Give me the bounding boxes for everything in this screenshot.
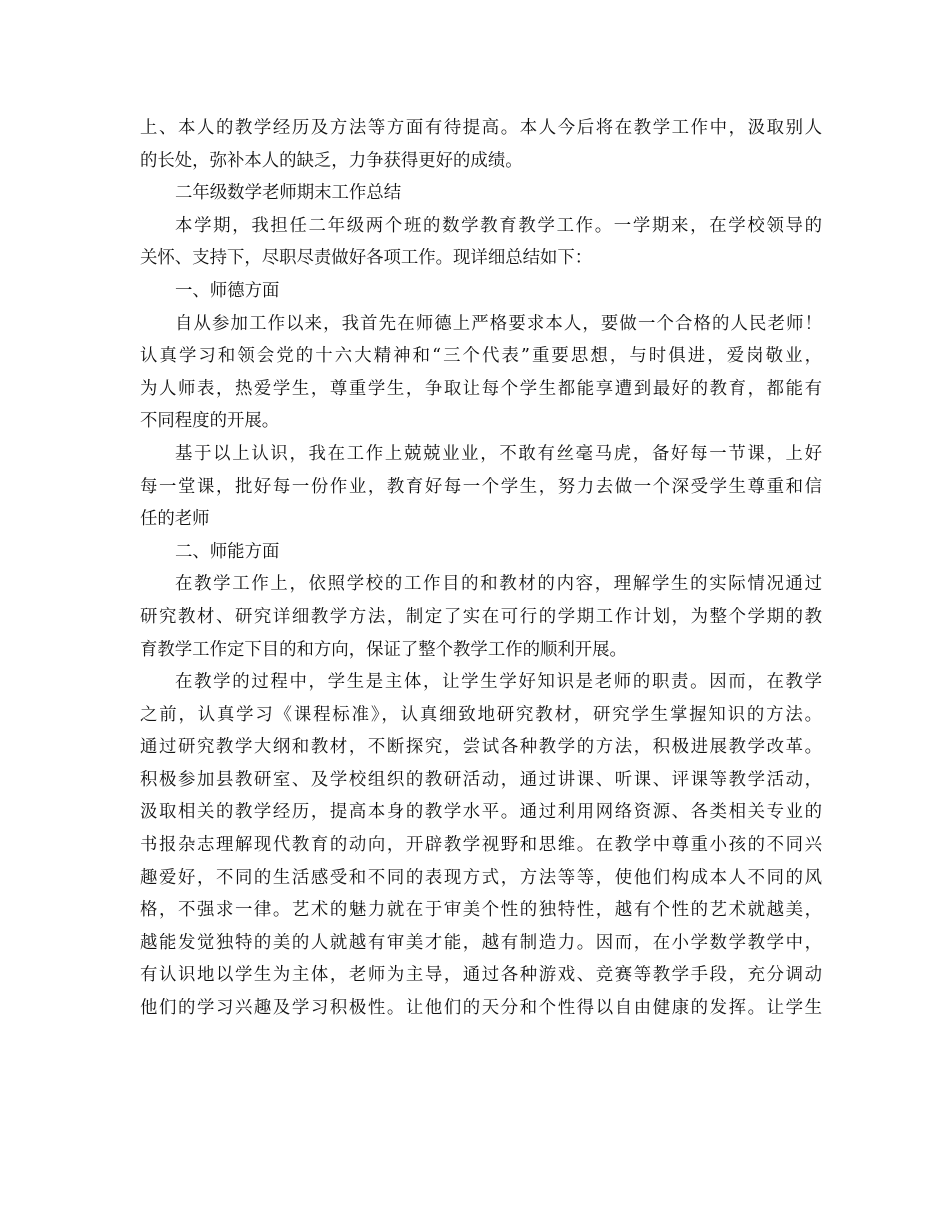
text-line: 有认识地以学生为主体，老师为主导，通过各种游戏、竞赛等教学手段，充分调动 bbox=[140, 965, 822, 986]
text-line: 育教学工作定下目的和方向，保证了整个教学工作的顺利开展。 bbox=[140, 639, 627, 660]
text-line: 自从参加工作以来，我首先在师德上严格要求本人，要做一个合格的人民老师！ bbox=[175, 313, 822, 334]
text-line: 一、师德方面 bbox=[175, 280, 280, 301]
text-line: 上、本人的教学经历及方法等方面有待提高。本人今后将在教学工作中，汲取别人 bbox=[140, 118, 822, 138]
text-line: 为人师表，热爱学生，尊重学生，争取让每个学生都能享遭到最好的教育，都能有 bbox=[140, 378, 822, 399]
text-line: 本学期，我担任二年级两个班的数学教育教学工作。一学期来，在学校领导的 bbox=[175, 215, 822, 236]
text-line: 汲取相关的教学经历，提高本身的教学水平。通过利用网络资源、各类相关专业的 bbox=[140, 802, 822, 823]
text-line: 的长处，弥补本人的缺乏，力争获得更好的成绩。 bbox=[140, 150, 523, 171]
text-line: 在教学工作上，依照学校的工作目的和教材的内容，理解学生的实际情况通过 bbox=[175, 574, 822, 595]
text-line: 积极参加县教研室、及学校组织的教研活动，通过讲课、听课、评课等教学活动， bbox=[140, 769, 822, 790]
text-line: 不同程度的开展。 bbox=[140, 411, 280, 432]
text-line: 之前，认真学习《课程标准》，认真细致地研究教材，研究学生掌握知识的方法。 bbox=[140, 704, 822, 725]
text-line: 他们的学习兴趣及学习积极性。让他们的天分和个性得以自由健康的发挥。让学生 bbox=[140, 998, 822, 1019]
text-line: 认真学习和领会党的十六大精神和“三个代表”重要思想，与时俱进，爱岗敬业， bbox=[140, 346, 822, 367]
text-line: 二、师能方面 bbox=[175, 541, 280, 562]
text-line: 关怀、支持下，尽职尽责做好各项工作。现详细总结如下： bbox=[140, 248, 593, 269]
text-line: 基于以上认识，我在工作上兢兢业业，不敢有丝毫马虎，备好每一节课，上好 bbox=[175, 443, 822, 464]
document-body bbox=[140, 112, 822, 1025]
text-line: 越能发觉独特的美的人就越有审美才能，越有制造力。因而，在小学数学教学中， bbox=[140, 932, 822, 953]
text-line: 研究教材、研究详细教学方法，制定了实在可行的学期工作计划，为整个学期的教 bbox=[140, 606, 822, 627]
text-line: 每一堂课，批好每一份作业，教育好每一个学生，努力去做一个深受学生尊重和信 bbox=[140, 476, 822, 497]
text-line: 通过研究教学大纲和教材，不断探究，尝试各种教学的方法，积极进展教学改革。 bbox=[140, 737, 822, 758]
text-line: 在教学的过程中，学生是主体，让学生学好知识是老师的职责。因而，在教学 bbox=[175, 672, 822, 693]
text-line: 格，不强求一律。艺术的魅力就在于审美个性的独特性，越有个性的艺术就越美， bbox=[140, 900, 822, 921]
text-line: 书报杂志理解现代教育的动向，开辟教学视野和思维。在教学中尊重小孩的不同兴 bbox=[140, 835, 822, 856]
text-line: 任的老师 bbox=[140, 509, 210, 530]
text-line: 二年级数学老师期末工作总结 bbox=[175, 183, 402, 204]
text-line: 趣爱好，不同的生活感受和不同的表现方式，方法等等，使他们构成本人不同的风 bbox=[140, 867, 822, 888]
